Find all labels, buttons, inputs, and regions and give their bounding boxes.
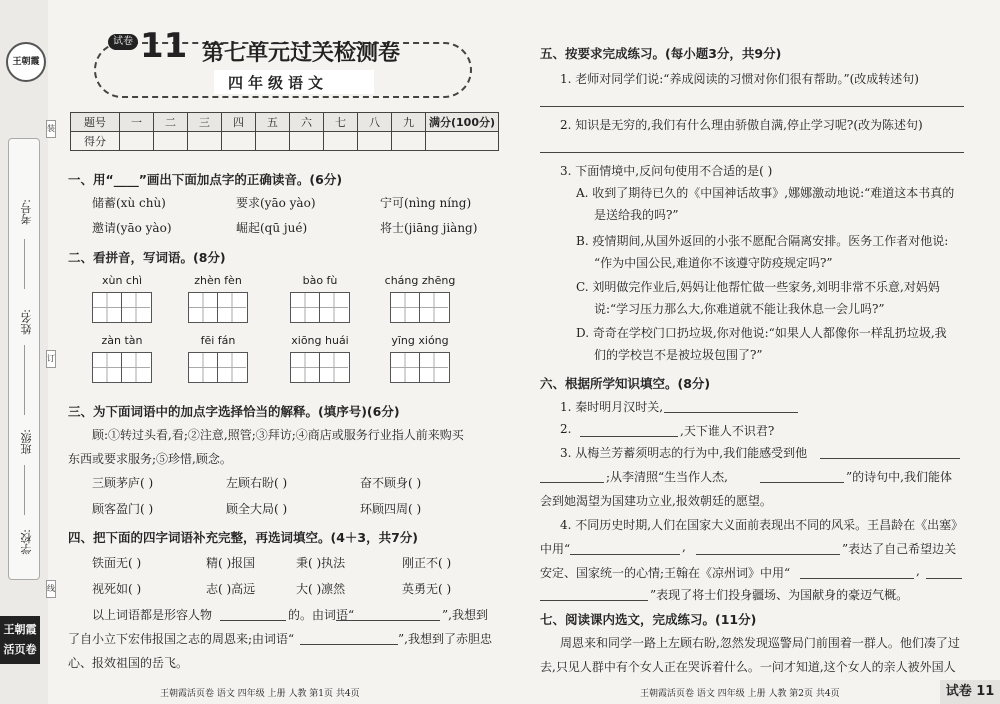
q1-item: 宁可(nìng níng) bbox=[380, 196, 472, 210]
writing-grid[interactable] bbox=[92, 292, 152, 323]
q1-item: 将士(jiāng jiàng) bbox=[380, 221, 478, 235]
publisher-logo-bottom bbox=[0, 616, 40, 664]
question-6-heading: 六、根据所学知识填空。(8分) bbox=[540, 376, 711, 391]
table-cell: 题号 bbox=[71, 113, 120, 132]
answer-blank[interactable] bbox=[926, 578, 962, 579]
pinyin-label: xiōng huái bbox=[291, 334, 349, 347]
q3-item: 顾客盈门( ) bbox=[92, 502, 154, 516]
pinyin-label: cháng zhēng bbox=[384, 274, 456, 287]
q4-paragraph: ”,我想到 bbox=[442, 608, 488, 622]
q4-paragraph: 心、报效祖国的岳飞。 bbox=[68, 656, 189, 670]
table-cell: 六 bbox=[290, 113, 324, 132]
q4-paragraph: 的。由词语“ bbox=[288, 608, 355, 622]
student-info-panel bbox=[8, 138, 40, 580]
q3-item: 三顾茅庐( ) bbox=[92, 476, 154, 490]
question-2-heading: 二、看拼音，写词语。(8分) bbox=[68, 250, 226, 265]
q4-item: 铁面无( ) bbox=[92, 556, 142, 570]
table-cell: 得分 bbox=[71, 132, 120, 151]
page-subtitle: 四年级语文 bbox=[228, 74, 329, 92]
q4-item: 精( )报国 bbox=[206, 556, 256, 570]
question-3-heading: 三、为下面词语中的加点字选择恰当的解释。(填序号)(6分) bbox=[68, 404, 400, 419]
q1-item: 要求(yāo yào) bbox=[236, 196, 316, 210]
score-input-cell[interactable] bbox=[154, 132, 188, 151]
answer-blank[interactable] bbox=[570, 554, 680, 555]
class-line bbox=[24, 465, 25, 515]
q4-item: 视死如( ) bbox=[92, 582, 142, 596]
table-cell: 九 bbox=[392, 113, 426, 132]
score-input-cell[interactable] bbox=[324, 132, 358, 151]
q6-line: ;从李清照“生当作人杰, bbox=[606, 470, 728, 484]
pinyin-label: bào fù bbox=[302, 274, 338, 287]
q1-item: 储蓄(xù chù) bbox=[92, 196, 166, 210]
school-label: 学校: bbox=[20, 529, 33, 555]
pinyin-label: fēi fán bbox=[200, 334, 236, 347]
q5-option-c: C. 刘明做完作业后,妈妈让他帮忙做一些家务,刘明非常不乐意,对妈妈 bbox=[576, 280, 940, 294]
q4-item: 大( )凛然 bbox=[296, 582, 346, 596]
answer-line[interactable] bbox=[540, 106, 964, 107]
table-cell: 满分(100分) bbox=[426, 113, 499, 132]
binding-mark: 线 bbox=[46, 580, 56, 598]
q3-definition: 顾:①转过头看,看;②注意,照管;③拜访;④商店或服务行业指人前来购买 bbox=[92, 428, 464, 442]
page-footer: 王朝霞活页卷 语文 四年级 上册 人教 第1页 共4页 bbox=[160, 689, 360, 699]
paper-number: 11 bbox=[140, 26, 188, 66]
answer-line[interactable] bbox=[540, 152, 964, 153]
answer-blank[interactable] bbox=[540, 600, 648, 601]
q5-option-b: B. 疫情期间,从国外返回的小张不愿配合隔离安排。医务工作者对他说: bbox=[576, 234, 949, 248]
score-input-cell[interactable] bbox=[120, 132, 154, 151]
score-input-cell[interactable] bbox=[426, 132, 499, 151]
page-title: 第七单元过关检测卷 bbox=[202, 40, 401, 66]
question-7-heading: 七、阅读课内选文，完成练习。(11分) bbox=[540, 612, 757, 627]
q3-item: 奋不顾身( ) bbox=[360, 476, 422, 490]
binding-mark: 订 bbox=[46, 350, 56, 368]
q5-sentence: 1. 老师对同学们说:“养成阅读的习惯对你们很有帮助。”(改成转述句) bbox=[560, 72, 919, 86]
score-input-cell[interactable] bbox=[392, 132, 426, 151]
question-5-heading: 五、按要求完成练习。(每小题3分，共9分) bbox=[540, 46, 782, 61]
q6-line: 会到她渴望为国建功立业,报效朝廷的愿望。 bbox=[540, 494, 772, 508]
writing-grid[interactable] bbox=[290, 352, 350, 383]
score-input-cell[interactable] bbox=[290, 132, 324, 151]
table-cell: 一 bbox=[120, 113, 154, 132]
q6-line: , bbox=[682, 540, 686, 554]
q6-line: ,天下谁人不识君? bbox=[680, 424, 775, 438]
q6-line: ”表现了将士们投身疆场、为国献身的豪迈气概。 bbox=[650, 588, 909, 602]
answer-blank[interactable] bbox=[800, 578, 914, 579]
q4-item: 英勇无( ) bbox=[402, 582, 452, 596]
writing-grid[interactable] bbox=[92, 352, 152, 383]
q5-sentence: 3. 下面情境中,反问句使用不合适的是( ) bbox=[560, 164, 773, 178]
answer-blank[interactable] bbox=[300, 644, 398, 645]
q1-item: 崛起(qū jué) bbox=[236, 221, 308, 235]
q5-option-a: 是送给我的吗?” bbox=[594, 208, 679, 222]
writing-grid[interactable] bbox=[290, 292, 350, 323]
q6-line: 1. 秦时明月汉时关, bbox=[560, 400, 664, 414]
answer-blank[interactable] bbox=[580, 436, 678, 437]
q5-option-c: 说:“学习压力那么大,你难道就不能让我休息一会儿吗?” bbox=[594, 302, 885, 316]
score-input-cell[interactable] bbox=[256, 132, 290, 151]
pinyin-label: zhèn fèn bbox=[194, 274, 242, 287]
q3-definition: 东西或要求服务;⑤珍惜,顾念。 bbox=[68, 452, 232, 466]
q4-item: 秉( )执法 bbox=[296, 556, 346, 570]
answer-blank[interactable] bbox=[760, 482, 844, 483]
page-footer: 王朝霞活页卷 语文 四年级 上册 人教 第2页 共4页 bbox=[640, 689, 840, 699]
q6-line: ”表达了自己希望边关 bbox=[842, 542, 957, 556]
q1-item: 邀请(yāo yào) bbox=[92, 221, 172, 235]
reading-passage: 去,只见人群中有个女人正在哭诉着什么。一问才知道,这个女人的亲人被外国人 bbox=[540, 660, 956, 674]
score-input-cell[interactable] bbox=[358, 132, 392, 151]
table-cell: 三 bbox=[188, 113, 222, 132]
q3-item: 顾全大局( ) bbox=[226, 502, 288, 516]
q6-line: 4. 不同历史时期,人们在国家大义面前表现出不同的风采。王昌龄在《出塞》 bbox=[560, 518, 964, 532]
table-cell: 四 bbox=[222, 113, 256, 132]
q6-line: 3. 从梅兰芳蓄须明志的行为中,我们能感受到他 bbox=[560, 446, 808, 460]
answer-blank[interactable] bbox=[336, 620, 440, 621]
q5-option-d: D. 奇奇在学校门口扔垃圾,你对他说:“如果人人都像你一样乱扔垃圾,我 bbox=[576, 326, 947, 340]
publisher-logo: 王朝霞 bbox=[6, 42, 46, 82]
answer-blank[interactable] bbox=[696, 554, 840, 555]
q6-line: ”的诗句中,我们能体 bbox=[846, 470, 952, 484]
q4-paragraph: 了自小立下宏伟报国之志的周恩来;由词语“ bbox=[68, 632, 295, 646]
question-4-heading: 四、把下面的四字词语补充完整，再选词填空。(4＋3，共7分) bbox=[68, 530, 419, 545]
reading-passage: 周恩来和同学一路上左顾右盼,忽然发现巡警局门前围着一群人。他们凑了过 bbox=[560, 636, 960, 650]
name-line bbox=[24, 345, 25, 415]
logo-text: 王朝霞 bbox=[3, 623, 37, 636]
q3-item: 左顾右盼( ) bbox=[226, 476, 288, 490]
q5-option-a: A. 收到了期待已久的《中国神话故事》,娜娜激动地说:“难道这本书真的 bbox=[576, 186, 955, 200]
writing-grid[interactable] bbox=[390, 352, 450, 383]
pinyin-label: zàn tàn bbox=[101, 334, 143, 347]
q5-sentence: 2. 知识是无穷的,我们有什么理由骄傲自满,停止学习呢?(改为陈述句) bbox=[560, 118, 923, 132]
writing-grid[interactable] bbox=[188, 352, 248, 383]
score-table bbox=[70, 112, 499, 151]
q6-line: 2. bbox=[560, 422, 572, 436]
q5-option-b: “作为中国公民,难道你不该遵守防疫规定吗?” bbox=[594, 256, 833, 270]
page-tag: 试卷 11 bbox=[940, 680, 1000, 704]
answer-blank[interactable] bbox=[820, 458, 960, 459]
q4-item: 志( )高远 bbox=[206, 582, 256, 596]
answer-blank[interactable] bbox=[664, 412, 798, 413]
q4-item: 刚正不( ) bbox=[402, 556, 452, 570]
class-label: 班级: bbox=[20, 429, 33, 455]
exam-number-label: 考号: bbox=[20, 199, 33, 225]
binding-mark: 装 bbox=[46, 120, 56, 138]
score-table-header-row bbox=[71, 113, 499, 132]
name-label: 姓名: bbox=[20, 309, 33, 335]
q6-line: 中用“ bbox=[540, 542, 571, 556]
q5-option-d: 们的学校岂不是被垃圾包围了?” bbox=[594, 348, 763, 362]
table-cell: 二 bbox=[154, 113, 188, 132]
answer-blank[interactable] bbox=[540, 482, 604, 483]
q6-line: , bbox=[916, 564, 920, 578]
score-input-cell[interactable] bbox=[222, 132, 256, 151]
question-1-heading: 一、用“____”画出下面加点字的正确读音。(6分) bbox=[68, 172, 343, 187]
q3-item: 环顾四周( ) bbox=[360, 502, 422, 516]
writing-grid[interactable] bbox=[390, 292, 450, 323]
answer-blank[interactable] bbox=[220, 620, 286, 621]
logo-text: 活页卷 bbox=[3, 643, 37, 656]
q4-paragraph: 以上词语都是形容人物 bbox=[92, 608, 213, 622]
pinyin-label: xùn chì bbox=[101, 274, 143, 287]
table-cell: 八 bbox=[358, 113, 392, 132]
writing-grid[interactable] bbox=[188, 292, 248, 323]
score-table-score-row bbox=[71, 132, 499, 151]
paper-badge: 试卷 bbox=[108, 34, 138, 50]
q4-paragraph: ”,我想到了赤胆忠 bbox=[398, 632, 492, 646]
table-cell: 五 bbox=[256, 113, 290, 132]
table-cell: 七 bbox=[324, 113, 358, 132]
q6-line: 安定、国家统一的心情;王翰在《凉州词》中用“ bbox=[540, 566, 791, 580]
pinyin-label: yīng xióng bbox=[391, 334, 449, 347]
exam-number-line bbox=[24, 239, 25, 289]
score-input-cell[interactable] bbox=[188, 132, 222, 151]
